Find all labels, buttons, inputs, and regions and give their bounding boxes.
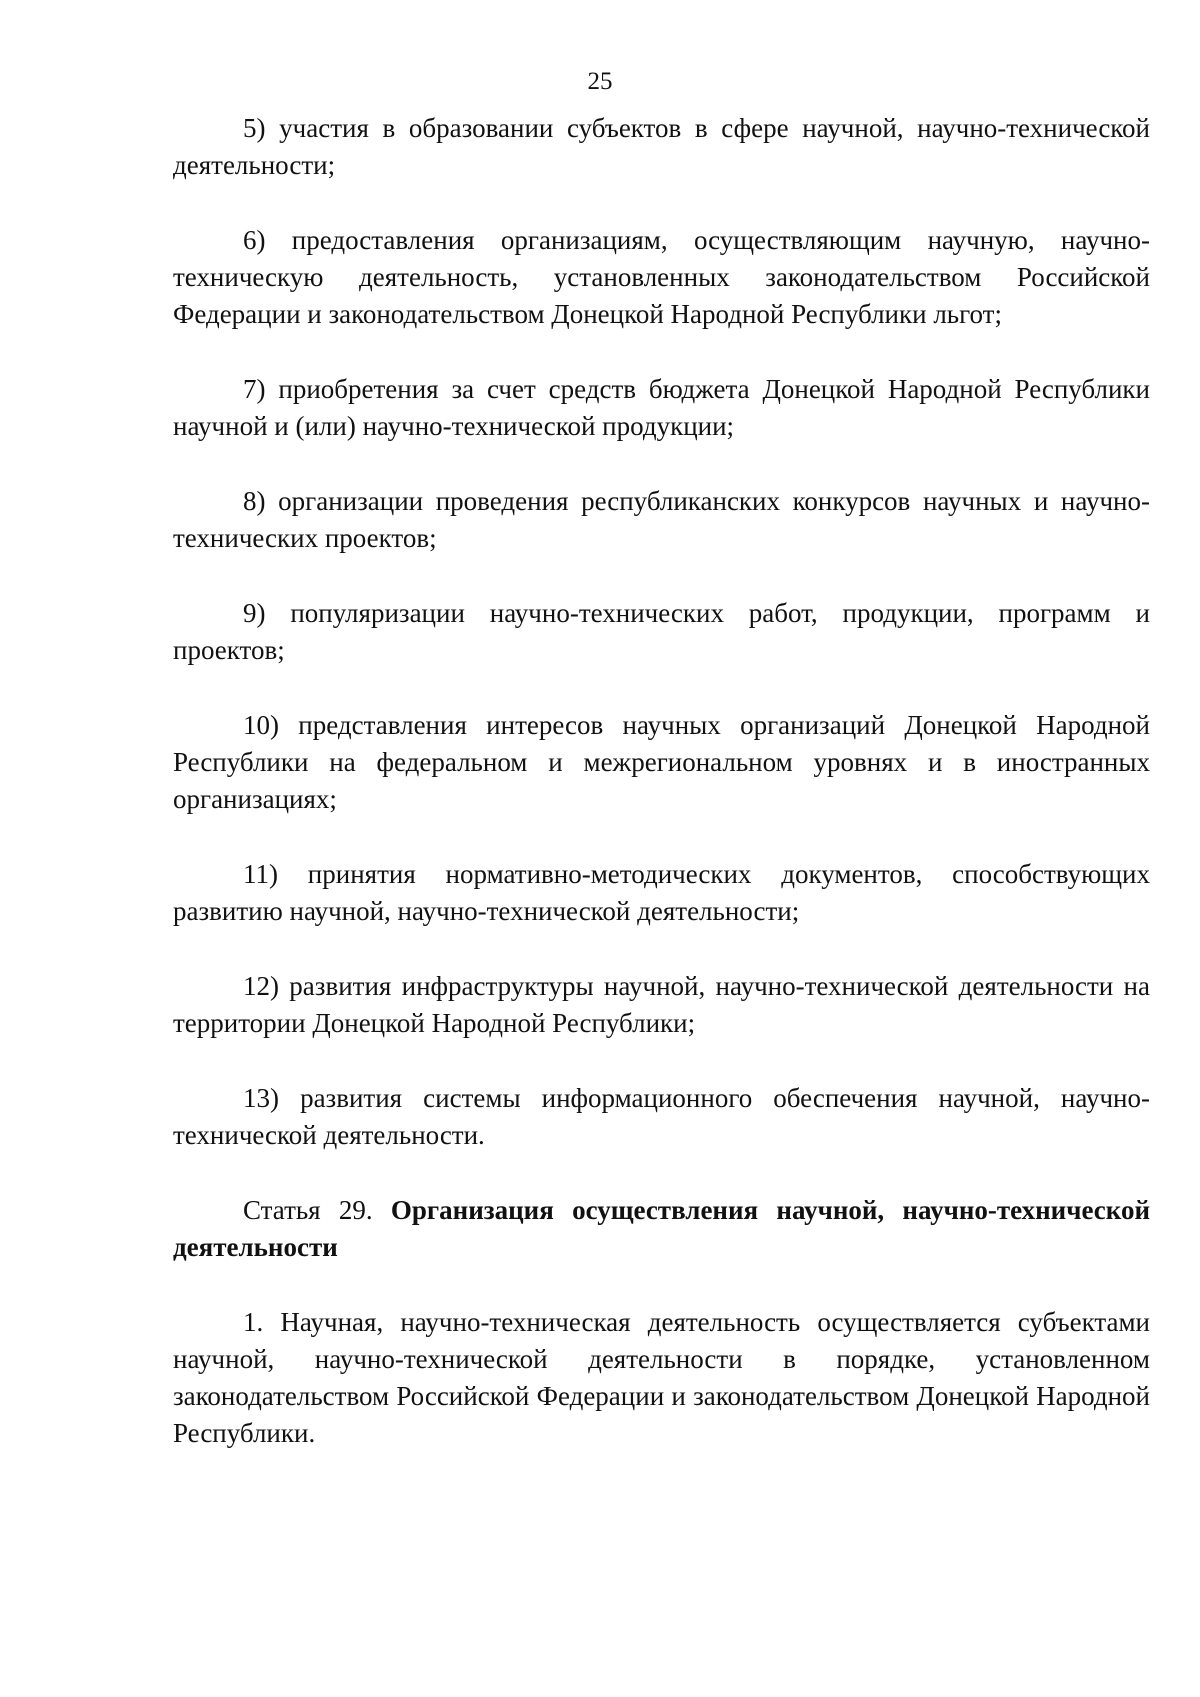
article-title: Организация осуществления научной, научно-технической деятельности: [173, 1195, 1150, 1262]
article-label: Статья 29.: [243, 1195, 373, 1225]
page-number: 25: [587, 68, 613, 95]
list-item-12: 12) развития инфраструктуры научной, научно-технической деятельности на территории Донецкой Народной Республики;: [173, 971, 1150, 1038]
document-body: [173, 110, 1150, 1490]
article-paragraph-1: 1. Научная, научно-техническая деятельность осуществляется субъектами научной, научно-технической деятельности в порядке, установленном законодательством Российской Федерации и законодательством Донецкой Народной Республики.: [173, 1307, 1150, 1448]
list-item-6: 6) предоставления организациям, осуществляющим научную, научно-техническую деятельность, установленных законодательством Российской Федерации и законодательством Донецкой Народной Республики льгот;: [173, 225, 1150, 329]
list-item-7: 7) приобретения за счет средств бюджета Донецкой Народной Республики научной и (или) научно-технической продукции;: [173, 374, 1150, 441]
list-item-9: 9) популяризации научно-технических работ, продукции, программ и проектов;: [173, 598, 1150, 665]
list-item-11: 11) принятия нормативно-методических документов, способствующих развитию научной, научно-технической деятельности;: [173, 859, 1150, 926]
article-heading: [173, 1192, 1150, 1266]
list-item-13: 13) развития системы информационного обеспечения научной, научно-технической деятельности.: [173, 1083, 1150, 1150]
list-item-10: 10) представления интересов научных организаций Донецкой Народной Республики на федеральном и межрегиональном уровнях и в иностранных организациях;: [173, 710, 1150, 814]
list-item-5: 5) участия в образовании субъектов в сфере научной, научно-технической деятельности;: [173, 113, 1150, 180]
list-item-8: 8) организации проведения республиканских конкурсов научных и научно-технических проектов;: [173, 486, 1150, 553]
